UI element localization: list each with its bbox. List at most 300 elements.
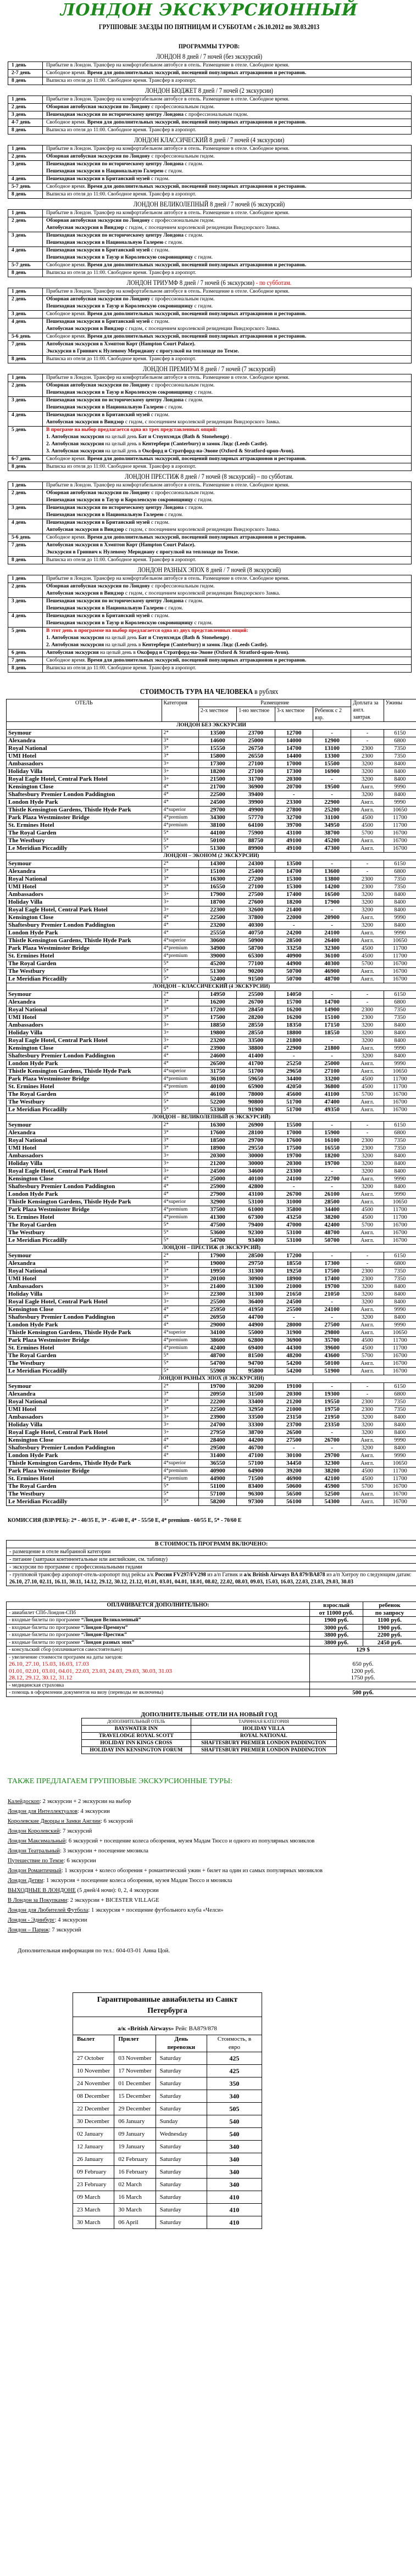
travel-day: Saturday [156,2191,207,2203]
price-single: 28500 [237,1252,275,1260]
category: 3+ [162,1429,198,1437]
tour-link[interactable]: Калейдоскоп [8,1798,40,1805]
program-title [44,199,374,209]
hotel-name: Thistle Kensington Gardens, Thistle Hyde Park [7,937,162,945]
additional-hotel: HOLIDAY INN KENSINGTON FORUM [82,1746,191,1754]
price-double: 26500 [198,1060,236,1068]
day-description [43,111,412,119]
text-run: - размещение в отеле выбранной категории [9,1549,111,1555]
price-triple: 18200 [275,899,313,906]
price-triple: 25500 [275,1306,313,1314]
category: 3+ [162,1037,198,1045]
day-description [43,519,412,534]
arrival-date: 01 December [114,2077,156,2090]
dinner-price: 6150 [384,1122,416,1129]
price-triple: 34450 [275,1460,313,1468]
hotel-name: Alexandra [7,1129,162,1137]
dinner-price: 6800 [384,1391,416,1398]
dinner-price: 9990 [384,1321,416,1329]
price-double: 54700 [198,1237,236,1245]
price-double: 52200 [198,1099,236,1106]
text-run: Кентербери (Canterbury) и замок Лидс (Leeds Castle). [142,642,268,648]
breakfast-surcharge: Англ. [351,1068,384,1076]
price-double: 48700 [198,1352,236,1360]
text-run: Россия FV297/FV298 [154,1572,206,1578]
pricing-row [7,1452,416,1460]
pricing-row [7,876,416,883]
hotel-name: London Hyde Park [7,1060,162,1068]
price-double: 18500 [198,1137,236,1145]
hotel-name: London Hyde Park [7,799,162,807]
price-double: 51300 [198,845,236,853]
flights-col-arrival: Прилет [114,2035,156,2052]
pricing-row [7,768,416,776]
day-description [43,628,412,649]
description-line [46,542,408,549]
dinner-price: 16700 [384,1491,416,1498]
extras-visa-help: - помощь в оформлении документов на визу (переводы не включены) [7,1689,310,1697]
category: 3+ [162,899,198,906]
hotel-name: Seymour [7,991,162,999]
breakfast-surcharge: Англ. [351,1199,384,1206]
text-run: Время для дополнительных экскурсий, посещений популярных аттракционов и ресторанов. [87,456,307,462]
price-double: 22500 [198,791,236,799]
day-description [43,575,412,583]
price-triple: 28000 [275,1321,313,1329]
text-run: Выписка из отеля до 11:00. Свободное время. Трансфер в аэропорт. [46,665,196,671]
text-run: на целый день в [104,642,142,648]
breakfast-surcharge: 3200 [351,1183,384,1191]
price-triple: 14700 [275,868,313,876]
price-single: 33500 [237,1414,275,1421]
description-line [46,104,408,111]
day-label: 2 день [8,296,43,311]
flight-cost: 410 [207,2191,262,2203]
dinner-price: 11700 [384,1206,416,1214]
price-double: 40100 [198,1083,236,1091]
price-child: 50700 [313,1237,351,1245]
text-run: 1. Автобусная экскурсия [46,635,104,641]
price-triple: 23150 [275,1414,313,1421]
pricing-row [7,1368,416,1375]
price-single: 58700 [237,945,275,953]
pricing-section-row [7,1114,416,1122]
extras-price-adult: 1900 руб. [310,1617,363,1625]
price-double: 26950 [198,1314,236,1321]
pricing-row [7,1037,416,1045]
price-single: 93400 [237,1237,275,1245]
text-run: с гидом. [163,606,184,611]
program-day-row [8,318,412,333]
description-line [46,326,408,333]
category: 2* [162,730,198,737]
price-child: 34400 [313,1206,351,1214]
description-line [46,427,408,434]
tour-description: : 3 экскурсии + посещение мюзикла [59,1847,148,1854]
breakfast-surcharge: Англ. [351,1360,384,1368]
price-single: 25500 [237,991,275,999]
price-double: 52400 [198,976,236,983]
dinner-price: 16700 [384,837,416,845]
surcharge-price: 1750 руб. [351,1675,375,1681]
day-description [43,104,412,111]
price-child: - [313,991,351,999]
breakfast-surcharge: 4500 [351,1206,384,1214]
tour-link[interactable]: В Лондон за Покупками [8,1897,68,1903]
pricing-row [7,1145,416,1152]
pricing-row [7,1076,416,1083]
tour-description: : 1 экскурсия + посещение колеса обозрения, музея Мадам Тюссо и мюзикла [43,1877,232,1884]
text-run: Прибытие в Лондон. Трансфер на комфортабельном автобусе в отель. Размещение в отеле. Свободное время. [46,146,290,152]
price-single: 30000 [237,1152,275,1160]
flight-cost: 540 [207,2115,262,2127]
pricing-row [7,776,416,783]
included-item [7,1548,416,1556]
description-line [46,448,408,455]
breakfast-surcharge: Англ. [351,1106,384,1114]
dinner-price: 16700 [384,1237,416,1245]
text-run: Прибытие в Лондон. Трансфер на комфортабельном автобусе в отель. Размещение в отеле. Свободное время. [46,289,290,294]
day-label: 4 день [8,412,43,427]
category: 5* [162,1498,198,1506]
dinner-price: 8400 [384,1168,416,1175]
pricing-row [7,1206,416,1214]
tour-item [8,1827,411,1836]
price-double: 27900 [198,1191,236,1199]
breakfast-surcharge: 3200 [351,1052,384,1060]
program-title-text: ЛОНДОН ТРИУМФ 8 дней / 7 ночей (6 экскурсии) [126,278,254,287]
price-single: 25000 [237,737,275,745]
pricing-row [7,745,416,753]
breakfast-surcharge: - [351,1122,384,1129]
pricing-row [7,830,416,837]
description-line [46,127,408,134]
dinner-price: 16700 [384,1368,416,1375]
pricing-row [7,1414,416,1421]
price-child: - [313,860,351,868]
pricing-row [7,1229,416,1237]
price-triple: 20300 [275,1160,313,1168]
breakfast-surcharge: Англ. [351,845,384,853]
pricing-row [7,1391,416,1398]
pricing-row [7,1329,416,1337]
tour-link[interactable]: Лондон Королевский [8,1828,60,1834]
pricing-row [7,1152,416,1160]
price-triple: 31900 [275,1329,313,1337]
description-line [46,635,408,642]
extras-price-child: 2450 руб. [363,1639,416,1647]
departure-date: 30 March [73,2216,114,2228]
hotel-name: Royal Eagle Hotel, Central Park Hotel [7,1429,162,1437]
text-run: В этот день в программе на выбор предлагается одна из двух представленных опций: [46,628,248,634]
text-run: на целый день в [98,650,137,656]
pricing-row [7,953,416,960]
text-run: Свободное время. [46,311,87,317]
dinner-price: 6150 [384,860,416,868]
price-triple: 27500 [275,1437,313,1444]
price-child: 15500 [313,760,351,768]
hotel-name: Seymour [7,1383,162,1391]
flight-row [73,2153,262,2165]
price-child: - [313,1052,351,1060]
text-run: Автобусная экскурсия в Хэмптон Корт (Hampton Court Palace). [46,341,196,347]
description-line [46,356,408,363]
dinner-price: 8400 [384,1421,416,1429]
day-label: 3 день [8,397,43,412]
price-child: 16550 [313,1145,351,1152]
included-item-row [7,1564,416,1571]
price-triple: 29650 [275,1068,313,1076]
price-triple: 50600 [275,1483,313,1491]
price-single: 75900 [237,830,275,837]
arrival-date: 16 March [114,2191,156,2203]
price-child: - [313,906,351,914]
breakfast-surcharge: - [351,1383,384,1391]
program-day-row [8,262,412,270]
breakfast-surcharge: Англ. [351,1306,384,1314]
category: 4*premium [162,822,198,830]
breakfast-surcharge: Англ. [351,929,384,937]
price-child: - [313,1314,351,1321]
price-single: 26750 [237,745,275,753]
pricing-row [7,1160,416,1168]
day-label: 2 день [8,217,43,232]
hotel-name: Alexandra [7,868,162,876]
category: 3+ [162,776,198,783]
tour-link[interactable]: Лондон для Любителей Футбола [8,1907,88,1913]
day-description [43,427,412,456]
dinner-price: 10650 [384,937,416,945]
dinner-price: 8400 [384,1291,416,1298]
travel-day: Saturday [156,2153,207,2165]
description-line [46,575,408,583]
dinner-price: 8400 [384,1314,416,1321]
price-double: 17200 [198,1006,236,1014]
price-single: 28450 [237,1006,275,1014]
extras-item [7,1632,310,1639]
dinner-price: 16700 [384,1106,416,1114]
day-label: 8 день [8,270,43,277]
pricing-row [7,1022,416,1029]
price-triple: 21000 [275,1283,313,1291]
pricing-row [7,1429,416,1437]
breakfast-surcharge: - [351,1252,384,1260]
price-child: 21050 [313,1291,351,1298]
description-line [46,254,408,261]
text-run: с гидом. [163,512,184,518]
text-run: Обзорная автобусная экскурсия по Лондону [46,383,150,388]
price-single: 25400 [237,868,275,876]
description-line [46,77,408,85]
day-label: 5 день [8,628,43,649]
breakfast-surcharge: - [351,868,384,876]
program-day-row [8,374,412,382]
day-description [43,145,412,153]
price-triple: 25250 [275,1060,313,1068]
day-label: 7 день [8,341,43,356]
breakfast-surcharge: 5700 [351,1352,384,1360]
text-run: с гидом. [163,405,184,410]
price-single: 29750 [237,1260,275,1268]
pricing-row [7,760,416,768]
tour-link[interactable]: ВЫХОДНЫЕ В ЛОНДОНЕ [8,1887,76,1894]
day-label: 2 день [8,382,43,397]
hotel-name: Shaftesbury Premier London Paddington [7,1314,162,1321]
price-double: 14950 [198,991,236,999]
price-child: - [313,1037,351,1045]
price-triple: 54200 [275,1360,313,1368]
price-double: 16550 [198,883,236,891]
price-double: 58200 [198,1498,236,1506]
tour-link[interactable]: Королевские Дворцы и Замки Англии [8,1818,101,1824]
text-run: Время для дополнительных экскурсий, посещений популярных аттракционов и ресторанов. [87,70,307,76]
pricing-row [7,1252,416,1260]
pricing-row [7,799,416,807]
day-label: 1 день [8,145,43,153]
programs-heading: ПРОГРАММЫ ТУРОВ: [178,42,240,50]
tour-link[interactable]: Путешествие по Темзе [8,1857,64,1864]
tour-link[interactable]: Лондон для Интеллектуалов [8,1808,77,1815]
price-child: 36100 [313,953,351,960]
text-run: . [229,635,232,641]
tour-link[interactable]: Лондон Максимальный [8,1838,66,1844]
breakfast-surcharge: - [351,737,384,745]
col-breakfast: Доплата за англ. завтрак [351,699,384,722]
program-day-row [8,183,412,191]
pricing-row [7,868,416,876]
price-triple: 23700 [275,1421,313,1429]
price-triple: 22900 [275,1045,313,1052]
extras-table [6,1601,416,1697]
text-run: с гидом. [193,255,213,260]
text-run: с профессиональным гидом. [150,383,215,388]
price-child: 34950 [313,822,351,830]
hotel-name: St. Ermines Hotel [7,1214,162,1222]
hotel-name: The Westbury [7,968,162,976]
dinner-price: 6800 [384,999,416,1006]
text-run: Прибытие в Лондон. Трансфер на комфортабельном автобусе в отель. Размещение в отеле. Свободное время. [46,576,290,581]
dinner-price: 11700 [384,1076,416,1083]
day-description [43,270,412,277]
price-triple: 23300 [275,799,313,807]
text-run: Выписка из отеля до 11:00. Свободное время. Трансфер в аэропорт. [46,356,196,362]
day-label: 2 день [8,583,43,598]
price-double: 16300 [198,1122,236,1129]
pricing-row [7,1091,416,1099]
category: 4* [162,1306,198,1314]
program-day-row [8,176,412,183]
category: 4* [162,783,198,791]
dinner-price: 11700 [384,1083,416,1091]
category: 3+ [162,1298,198,1306]
price-double: 19000 [198,1260,236,1268]
price-triple: 39700 [275,822,313,830]
departure-date: 08 December [73,2090,114,2102]
dinner-price: 9990 [384,783,416,791]
text-run: Бат и Стоунхэндж (Bath & Stonehenge) [138,635,229,641]
tour-link[interactable]: Лондон – Париж [8,1927,49,1933]
price-child: 24100 [313,929,351,937]
tour-link[interactable]: Лондон Театральный [8,1847,60,1854]
price-triple: 20300 [275,1391,313,1398]
price-child: 15900 [313,1129,351,1137]
text-run: Автобусная экскурсия в Виндзор [46,326,124,332]
text-run: Обзорная автобусная экскурсия по Лондону [46,584,150,589]
extras-price-adult: 3800 руб. [310,1632,363,1639]
category: 4*premium [162,1468,198,1475]
pricing-row [7,1314,416,1321]
price-double: 31400 [198,1452,236,1460]
price-single: 41950 [237,1306,275,1314]
price-triple: 18350 [275,1022,313,1029]
program-day-row [8,341,412,356]
pricing-row [7,1137,416,1145]
category: 4* [162,914,198,922]
price-single: 27200 [237,876,275,883]
price-double: 53600 [198,1229,236,1237]
tour-link[interactable]: Лондон - Эдинбург [8,1917,55,1923]
text-run: Время для дополнительных экскурсий, посещений популярных аттракционов и ресторанов. [87,262,307,268]
extras-row [7,1647,416,1654]
text-run: из а/п Хитроу по следующим датам: [325,1572,412,1578]
hotel-name: Ambassadors [7,1022,162,1029]
day-description [43,665,412,673]
program-day-row [8,356,412,363]
category: 4* [162,1175,198,1183]
breakfast-surcharge: 3200 [351,922,384,929]
price-double: 16300 [198,876,236,883]
additional-hotel: HOLIDAY INN KINGS CROSS [82,1739,191,1746]
price-single: 90800 [237,1099,275,1106]
breakfast-surcharge: 5700 [351,830,384,837]
price-child: 45900 [313,1483,351,1491]
hotel-name: Le Meridian Piccadilly [7,1106,162,1114]
hotel-name: Seymour [7,730,162,737]
price-double: 41300 [198,1214,236,1222]
price-double: 42400 [198,1345,236,1352]
day-label: 4 день [8,247,43,262]
price-triple: 17300 [275,768,313,776]
text-run: 1. Автобусная экскурсия [46,434,104,440]
program-day-row [8,288,412,296]
hotel-name: Thistle Kensington Gardens, Thistle Hyde Park [7,1199,162,1206]
text-run: с гидом. [184,233,203,238]
category: 4*premium [162,945,198,953]
price-child: - [313,776,351,783]
program-day-row [8,542,412,557]
price-child: 27100 [313,1068,351,1076]
price-single: 64900 [237,1468,275,1475]
description-line [46,389,408,396]
price-double: 46100 [198,1091,236,1099]
price-double: 17500 [198,1014,236,1022]
flight-cost: 505 [207,2102,262,2115]
hotel-name: Royal National [7,1137,162,1145]
tour-link[interactable]: Лондон Романтичный [8,1867,62,1874]
tour-link[interactable]: Лондон Детям [8,1877,43,1884]
extras-price-adult: 3000 руб. [310,1624,363,1632]
flight-row [73,2077,262,2090]
day-description [43,77,412,85]
departure-date: 09 March [73,2191,114,2203]
text-run: а/к British Airways BA 879/BA878 [243,1572,325,1578]
price-single: 31300 [237,1283,275,1291]
price-double: 14300 [198,860,236,868]
day-label: 8 день [8,356,43,363]
price-child: 17300 [313,1260,351,1268]
description-line [46,374,408,382]
col-triple: 3-х местное [275,707,313,722]
